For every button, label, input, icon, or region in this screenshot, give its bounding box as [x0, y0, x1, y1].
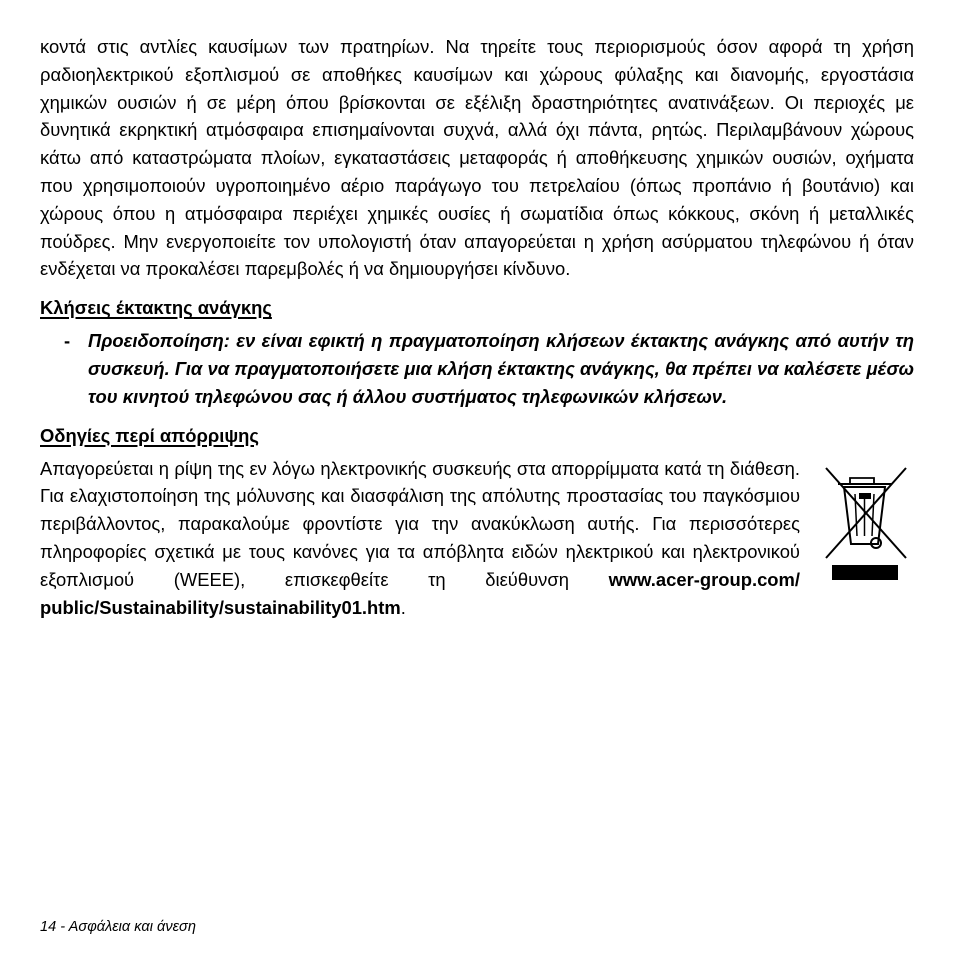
page-footer: 14 - Ασφάλεια και άνεση	[40, 919, 196, 935]
crossed-out-wheelie-bin-icon	[824, 466, 910, 586]
disposal-paragraph	[40, 455, 800, 622]
emergency-calls-heading: Κλήσεις έκτακτης ανάγκης	[40, 297, 272, 319]
disposal-heading: Οδηγίες περί απόρριψης	[40, 424, 259, 446]
page-content	[40, 33, 914, 621]
recycling-url-link[interactable]: www.acer-group.com/ public/Sustainability/sustainability01.htm	[40, 568, 800, 618]
emergency-warning	[40, 327, 914, 410]
disposal-text: Απαγορεύεται η ρίψη της εν λόγω ηλεκτρονικής συσκευής στα απορρίμματα κατά τη διάθεση. Για ελαχιστοποίηση της μόλυνσης και διασφάλιση της απόλυτης προστασίας του παγκόσμιου περιβάλλοντος, παρακαλούμε φροντίστε για την ανακύκλωση αυτής. Για περισσότερες πληροφορίες σχετικά με τους κανόνες για τα απόβλητα ειδών ηλεκτρικού και ηλεκτρονικού εξοπλισμού (WEEE), επισκεφθείτε τη διεύθυνση	[40, 457, 800, 590]
emergency-warning-text: Προειδοποίηση: εν είναι εφικτή η πραγματοποίηση κλήσεων έκτακτης ανάγκης από αυτήν τη συσκευή. Για να πραγματοποιήσετε μια κλήση έκτακτης ανάγκης, θα πρέπει να καλέσετε μέσω του κινητού τηλεφώνου σας ή άλλου συστήματος τηλεφωνικών κλήσεων.	[88, 330, 914, 407]
disposal-end: .	[400, 596, 406, 618]
intro-paragraph: κοντά στις αντλίες καυσίμων των πρατηρίων. Να τηρείτε τους περιορισμούς όσον αφορά τη χρήση ραδιοηλεκτρικού εξοπλισμού σε αποθήκες καυσίμων και χώρους φύλαξης και διανομής, εργοστάσια χημικών ουσιών ή σε μέρη όπου βρίσκονται σε εξέλιξη δραστηριότητες ανατινάξεων. Οι περιοχές με δυνητικά εκρηκτική ατμόσφαιρα επισημαίνονται συχνά, αλλά όχι πάντα, ρητώς. Περιλαμβάνουν χώρους κάτω από καταστρώματα πλοίων, εγκαταστάσεις μεταφοράς ή αποθήκευσης χημικών ουσιών, οχήματα που χρησιμοποιούν υγροποιημένο αέριο παράγωγο του πετρελαίου (όπως προπάνιο ή βουτάνιο) και χώρους όπου η ατμόσφαιρα περιέχει χημικές ουσίες ή σωματίδια όπως κόκκους, σκόνη ή μεταλλικές πούδρες. Μην ενεργοποιείτε τον υπολογιστή όταν απαγορεύεται η χρήση ασύρματου τηλεφώνου ή όταν ενδέχεται να προκαλέσει παρεμβολές ή να δημιουργήσει κίνδυνο.	[40, 36, 914, 280]
warning-bullet: -	[64, 330, 71, 352]
disposal-section	[40, 455, 914, 622]
